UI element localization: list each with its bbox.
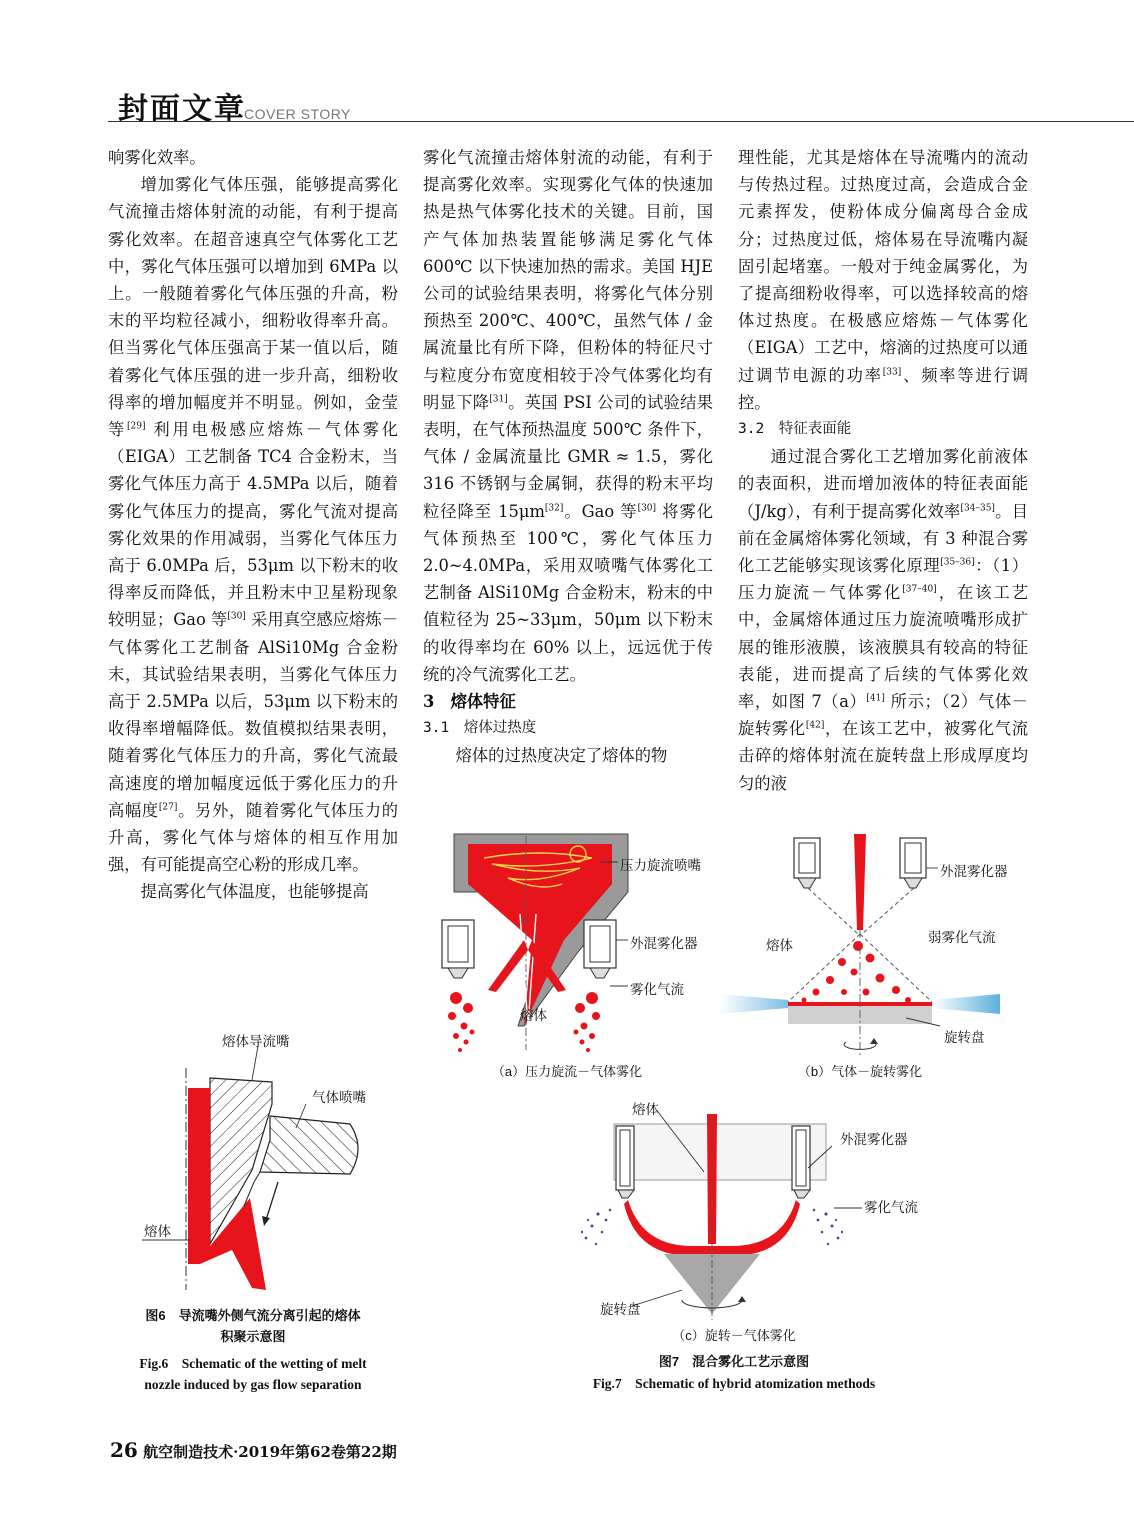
journal-name: 航空制造技术·2019年第62卷第22期 xyxy=(143,1443,397,1461)
fig6-label-melt: 熔体 xyxy=(144,1224,171,1240)
text-column-2 xyxy=(423,144,713,770)
text-column-3 xyxy=(738,144,1028,797)
paragraph: 熔体的过热度决定了熔体的物 xyxy=(455,746,668,766)
citation: [27] xyxy=(158,802,178,813)
fig7c-label-ext: 外混雾化器 xyxy=(840,1132,908,1148)
fig7b-label-disk: 旋转盘 xyxy=(944,1030,985,1046)
fig7c-caption: （c）旋转－气体雾化 xyxy=(672,1328,796,1343)
paragraph: 提高雾化气体温度，也能够提高 xyxy=(140,882,369,902)
fig7a-label-gas: 雾化气流 xyxy=(630,982,684,998)
fig7c-label-gas: 雾化气流 xyxy=(864,1200,918,1216)
figure-6-diagram xyxy=(120,1020,410,1300)
fig7b-label-weak: 弱雾化气流 xyxy=(928,930,996,946)
paragraph: 通过混合雾化工艺增加雾化前液体的表面积，进而增加液体的特征表面能（J/kg），有利于提高雾化效率[34–35]。目前在金属熔体雾化领域，有 3 种混合雾化工艺能够实现该雾化原理[35–36]：（1）压力旋流－气体雾化[37–40]，在该工艺中，金属熔体通过压力旋流喷嘴形成扩展的锥形液膜，该液膜具有较高的特征表能，进而提高了后续的气体雾化效率，如图 7（a）[41] 所示；（2）气体－旋转雾化[42]，在该工艺中，被雾化气流击碎的熔体射流在旋转盘上形成厚度均匀的液 xyxy=(738,447,1028,793)
fig7c-label-disk: 旋转盘 xyxy=(600,1302,641,1318)
paragraph: 响雾化效率。 xyxy=(108,148,206,167)
fig6-caption-cn-2: 积聚示意图 xyxy=(220,1329,286,1344)
citation: [41] xyxy=(866,693,885,704)
fig6-label-nozzle: 熔体导流嘴 xyxy=(222,1034,290,1050)
fig7c-label-melt: 熔体 xyxy=(632,1102,659,1118)
citation: [31] xyxy=(489,394,508,405)
subsection-heading: 3.1 熔体过热度 xyxy=(423,720,537,737)
paragraph: 增加雾化气体压强，能够提高雾化气流撞击熔体射流的动能，有利于提高雾化效率。在超音速真空气体雾化工艺中，雾化气体压强可以增加到 6MPa 以上。一般随着雾化气体压强的升高，粉末的平均粒径减小，细粉收得率升高。但当雾化气体压强高于某一值以后，随着雾化气体压强的进一步升高，细粉收得率的增加幅度并不明显。例如，金莹等[29] 利用电极感应熔炼－气体雾化（EIGA）工艺制备 TC4 合金粉末，当雾化气体压力高于 4.5MPa 以后，随着雾化气体压力的提高，雾化气流对提高雾化效果的作用减弱，当雾化气体压力高于 6.0MPa 后，53μm 以下粉末的收得率反而降低，并且粉末中卫星粉现象较明显；Gao 等[30] 采用真空感应熔炼－气体雾化工艺制备 AlSi10Mg 合金粉末，其试验结果表明，当雾化气体压力高于 2.5MPa 以后，53μm 以下粉末的收得率增幅降低。数值模拟结果表明，随着雾化气体压力的升高，雾化气流最高速度的增加幅度远低于雾化压力的升高幅度[27]。另外，随着雾化气体压力的升高，雾化气体与熔体的相互作用加强，有可能提高空心粉的形成几率。 xyxy=(108,175,398,875)
section-title: 封面文章 xyxy=(118,92,246,127)
fig6-label-gas-nozzle: 气体喷嘴 xyxy=(312,1090,366,1106)
citation: [37–40] xyxy=(902,584,937,595)
citation: [33] xyxy=(882,367,902,378)
citation: [34–35] xyxy=(960,503,995,514)
citation: [35–36] xyxy=(940,557,975,568)
fig7b-caption: （b）气体－旋转雾化 xyxy=(797,1064,923,1079)
paragraph: 理性能，尤其是熔体在导流嘴内的流动与传热过程。过热度过高，会造成合金元素挥发，使粉体成分偏离母合金成分；过热度过低，熔体易在导流嘴内凝固引起堵塞。一般对于纯金属雾化，为了提高细粉收得率，可以选择较高的熔体过热度。在极感应熔炼－气体雾化（EIGA）工艺中，熔滴的过热度可以通过调节电源的功率[33]、频率等进行调控。 xyxy=(738,148,1028,412)
fig6-caption-en-2: nozzle induced by gas flow separation xyxy=(144,1377,362,1392)
header-rule xyxy=(108,121,1134,122)
section-subtitle: COVER STORY xyxy=(244,106,351,122)
citation: [30] xyxy=(637,503,657,514)
fig7a-label-swirl: 压力旋流喷嘴 xyxy=(620,858,701,874)
fig7a-caption: （a）压力旋流－气体雾化 xyxy=(491,1064,643,1079)
page-footer xyxy=(110,1438,397,1462)
text-column-1 xyxy=(108,144,398,906)
citation: [30] xyxy=(227,612,246,623)
fig6-caption-en: Fig.6 Schematic of the wetting of melt xyxy=(139,1356,367,1371)
fig7a-label-melt: 熔体 xyxy=(520,1008,547,1024)
subsection-heading: 3.2 特征表面能 xyxy=(738,421,852,438)
fig7b-label-melt: 熔体 xyxy=(766,938,793,954)
fig7-caption-cn: 图7 混合雾化工艺示意图 xyxy=(658,1354,810,1369)
citation: [32] xyxy=(544,503,564,514)
fig6-caption-cn: 图6 导流嘴外侧气流分离引起的熔体 xyxy=(145,1308,361,1323)
page-number: 26 xyxy=(110,1438,138,1462)
section-heading: 3 熔体特征 xyxy=(423,692,516,712)
citation: [29] xyxy=(127,421,146,432)
fig7-caption-en: Fig.7 Schematic of hybrid atomization methods xyxy=(592,1376,876,1391)
citation: [42] xyxy=(805,720,825,731)
fig7b-label-ext: 外混雾化器 xyxy=(940,864,1008,880)
paragraph: 雾化气流撞击熔体射流的动能，有利于提高雾化效率。实现雾化气体的快速加热是热气体雾化技术的关键。目前，国产气体加热装置能够满足雾化气体 600℃ 以下快速加热的需求。美国 HJE 公司的试验结果表明，将雾化气体分别预热至 200℃、400℃，虽然气体 / 金属流量比有所下降，但粉体的特征尺寸与粒度分布宽度相较于冷气体雾化均有明显下降[31]。英国 PSI 公司的试验结果表明，在气体预热温度 500℃ 条件下，气体 / 金属流量比 GMR ≈ 1.5，雾化 316 不锈钢与金属铜，获得的粉末平均粒径降至 15μm[32]。Gao 等[30] 将雾化气体预热至 100℃，雾化气体压力 2.0~4.0MPa，采用双喷嘴气体雾化工艺制备 AlSi10Mg 合金粉末，粉末的中值粒径为 25~33μm，50μm 以下粉末的收得率均在 60% 以上，远远优于传统的冷气流雾化工艺。 xyxy=(423,148,713,684)
fig7a-label-ext: 外混雾化器 xyxy=(630,936,698,952)
